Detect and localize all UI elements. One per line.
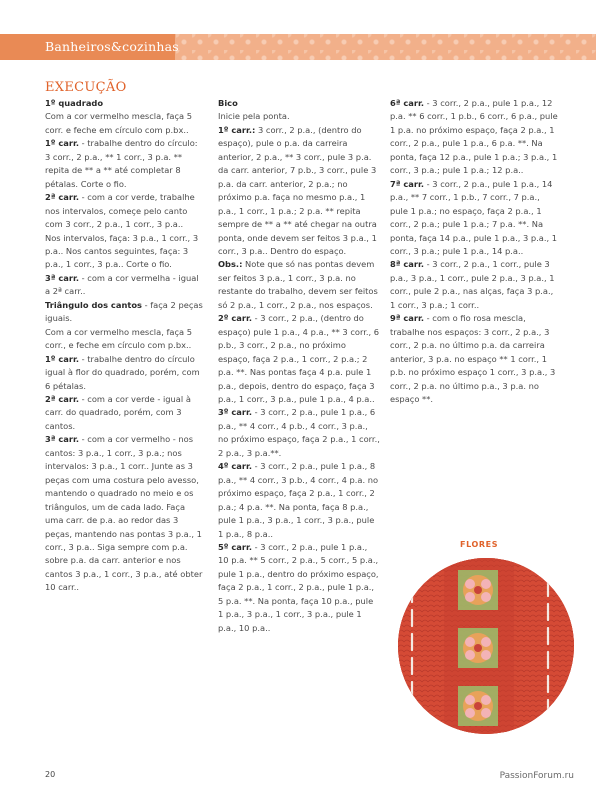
instruction-step <box>218 460 380 541</box>
step-label: 6ª carr. <box>390 98 425 108</box>
step-label: 5º carr. <box>218 541 253 552</box>
instruction-step <box>45 272 205 299</box>
page-heading: EXECUÇÃO <box>45 80 127 95</box>
instruction-step <box>45 433 205 594</box>
step-label: 2ª carr. <box>45 393 80 404</box>
page-number: 20 <box>45 770 56 779</box>
step-label: 8ª carr. <box>390 259 425 270</box>
instruction-step <box>45 191 205 231</box>
step-label: 7ª carr. <box>390 178 425 189</box>
instruction-paragraph: Nos intervalos, faça: 3 p.a., 1 corr., 3 p.a.. Nos cantos seguintes, faça: 3 p.a., 1 corr., 3 p.a.. Corte o fio. <box>45 232 199 270</box>
step-label: 4º carr. <box>218 461 253 472</box>
instruction-step <box>45 353 205 393</box>
section-banner <box>0 34 596 60</box>
section-title: Banheiros&cozinhas <box>0 34 175 60</box>
instruction-step <box>390 312 558 406</box>
step-label: 1º carr.: <box>218 124 256 135</box>
instruction-step <box>45 393 205 433</box>
step-text: - trabalhe dentro do círculo: 3 corr., 2 p.a., ** 1 corr., 3 p.a. ** repita de ** a ** até completar 8 pétalas. Corte o fio. <box>45 138 198 189</box>
step-label: Triângulo dos cantos <box>45 299 142 310</box>
step-label: 2º carr. <box>218 313 253 324</box>
step-label: 1º carr. <box>45 138 80 149</box>
step-label: 3ª carr. <box>45 272 80 283</box>
step-label: 2ª carr. <box>45 192 80 203</box>
instruction-step <box>218 406 380 460</box>
instruction-step <box>390 258 558 312</box>
step-text: - com a cor vermelho - nos cantos: 3 p.a., 1 corr., 3 p.a.; nos intervalos: 3 p.a., 1 corr.. Junte as 3 peças com uma costura pelo avesso, mantendo o quadrado no meio e os triângulos, um de cada lado. Faça uma carr. de p.a. ao redor das 3 peças, mantendo nas pontas 3 p.a., 1 corr., 3 p.a.. Siga sempre com p.a. sobre p.a. da carr. anterior e nos cantos 3 p.a., 1 corr., 3 p.a., até obter 10 carr.. <box>45 434 203 593</box>
step-text: - com o fio rosa mescla, trabalhe nos espaços: 3 corr., 2 p.a., 3 corr., 2 p.a. no último p.a. da carreira anterior, 3 p.a. no espaço ** 1 corr., 1 p.b. no próximo espaço 1 corr., 3 p.a., 3 corr., 2 p.a. no último p.a., 3 p.a. no espaço **. <box>390 313 556 404</box>
step-text: - 3 corr., 2 p.a., 1 corr., pule 3 p.a., 3 p.a., 1 corr., pule 2 p.a., 3 p.a., 1 corr., pule 2 p.a., nas alças, faça 3 p.a., 1 corr., 3 p.a.; 1 corr.. <box>390 259 555 310</box>
photo-caption: FLORES <box>460 540 499 549</box>
step-text: - com a cor verde - igual à carr. do quadrado, porém, com 3 cantos. <box>45 393 191 431</box>
instruction-step <box>45 299 205 326</box>
step-text: - 3 corr., 2 p.a., (dentro do espaço) pule 1 p.a., 4 p.a., ** 3 corr., 6 p.b., 3 corr., 2 p.a., no próximo espaço, faça 2 p.a., 1 corr., 2 p.a.; 2 p.a. **. Nas pontas faça 4 p.a. pule 1 p.a., depois, dentro do espaço, faça 3 p.a., 1 corr., 3 p.a., pule 1 p.a., 4 p.a.. <box>218 313 380 404</box>
step-text: - 3 corr., 2 p.a., pule 1 p.a., 12 p.a. ** 6 corr., 1 p.b., 6 corr., 6 p.a., pule 1 p.a. no próximo espaço, faça 2 p.a., 1 corr., 2 p.a., pule 1 p.a., 6 p.a. **. Na ponta, faça 12 p.a., pule 1 p.a.; 3 p.a., 1 corr., 3 p.a.; pule 1 p.a.; 12 p.a.. <box>390 98 558 176</box>
instruction-step <box>45 137 205 191</box>
crochet-flowers-image <box>398 558 574 734</box>
subsection-title: 1º quadrado <box>45 98 104 108</box>
step-label: 3º carr. <box>218 407 253 418</box>
instruction-step <box>218 541 380 635</box>
step-label: 3ª carr. <box>45 434 80 445</box>
step-text: - com a cor verde, trabalhe nos intervalos, começe pelo canto com 3 corr., 2 p.a., 1 corr., 3 p.a.. <box>45 192 195 230</box>
step-text: - 3 corr., 2 p.a., pule 1 p.a., 14 p.a., ** 7 corr., 1 p.b., 7 corr., 7 p.a., pule 1 p.a.; no espaço, faça 2 p.a., 1 corr., 2 p.a.; pule 1 p.a.; 7 p.a. **. Na ponta, faça 14 p.a., pule 1 p.a., 3 p.a., 1 corr., 3 p.a.; pule 1 p.a., 14 p.a.. <box>390 178 558 256</box>
instruction-step <box>390 178 558 259</box>
crochet-photo <box>398 558 574 734</box>
instructions-column-3 <box>390 97 558 406</box>
instruction-paragraph: Com a cor vermelho mescla, faça 5 corr. e feche em círculo com p.bx.. <box>45 111 193 135</box>
step-label: Obs.: <box>218 259 243 270</box>
instruction-step <box>218 124 380 259</box>
step-text: 3 corr., 2 p.a., (dentro do espaço), pule o p.a. da carreira anterior, 2 p.a., ** 3 corr., pule 3 p.a. da carr. anterior, 7 p.b., 3 corr., pule 3 p.a. da carr. anterior, 2 p.a.; no próximo p.a. faça no mesmo p.a., 1 p.a., 1 corr., 1 p.a.; 2 p.a. ** repita sempre de ** a ** até chegar na outra ponta, onde devem ser feitos 3 p.a., 1 corr., 3 p.a.. Dentro do espaço. <box>218 124 377 256</box>
step-text: - 3 corr., 2 p.a., pule 1 p.a., 10 p.a. ** 5 corr., 2 p.a., 5 corr., 5 p.a., pule 1 p.a., dentro do próximo espaço, faça 2 p.a., 1 corr., 2 p.a., pule 1 p.a., 5 p.a. **. Na ponta, faça 10 p.a., pule 1 p.a., 3 p.a., 1 corr., 3 p.a., pule 1 p.a., 10 p.a.. <box>218 541 379 633</box>
step-text: - com a cor vermelha - igual a 2ª carr.. <box>45 272 199 297</box>
step-label: 9ª carr. <box>390 313 425 324</box>
instruction-step <box>218 312 380 406</box>
watermark: PassionForum.ru <box>499 771 574 781</box>
instruction-paragraph: Com a cor vermelho mescla, faça 5 corr., e feche em círculo com p.bx.. <box>45 326 193 351</box>
instruction-step <box>218 258 380 312</box>
step-text: - faça 2 peças iguais. <box>45 299 203 324</box>
step-text: - 3 corr., 2 p.a., pule 1 p.a., 6 p.a., ** 4 corr., 4 p.b., 4 corr., 3 p.a., no próximo espaço, faça 2 p.a., 1 corr., 2 p.a., 3 p.a.**. <box>218 407 380 458</box>
step-text: - trabalhe dentro do círculo igual à flor do quadrado, porém, com 6 pétalas. <box>45 353 200 391</box>
step-label: 1º carr. <box>45 353 80 364</box>
instruction-paragraph: Inicie pela ponta. <box>218 111 290 122</box>
instruction-step <box>390 97 558 178</box>
instructions-column-1 <box>45 97 205 595</box>
instructions-column-2 <box>218 97 380 635</box>
step-text: Note que só nas pontas devem ser feitos 3 p.a., 1 corr., 3 p.a. no restante do trabalho, devem ser feitos só 2 p.a., 1 corr., 2 p.a., nos espaços. <box>218 259 378 310</box>
subsection-title: Bico <box>218 98 238 108</box>
step-text: - 3 corr., 2 p.a., pule 1 p.a., 8 p.a., ** 4 corr., 3 p.b., 4 corr., 4 p.a. no próximo espaço, faça 2 p.a., 1 corr., 2 p.a.; 4 p.a. **. Na ponta, faça 8 p.a., pule 1 p.a., 3 p.a., 1 corr., 3 p.a., pule 1 p.a., 8 p.a.. <box>218 461 379 539</box>
